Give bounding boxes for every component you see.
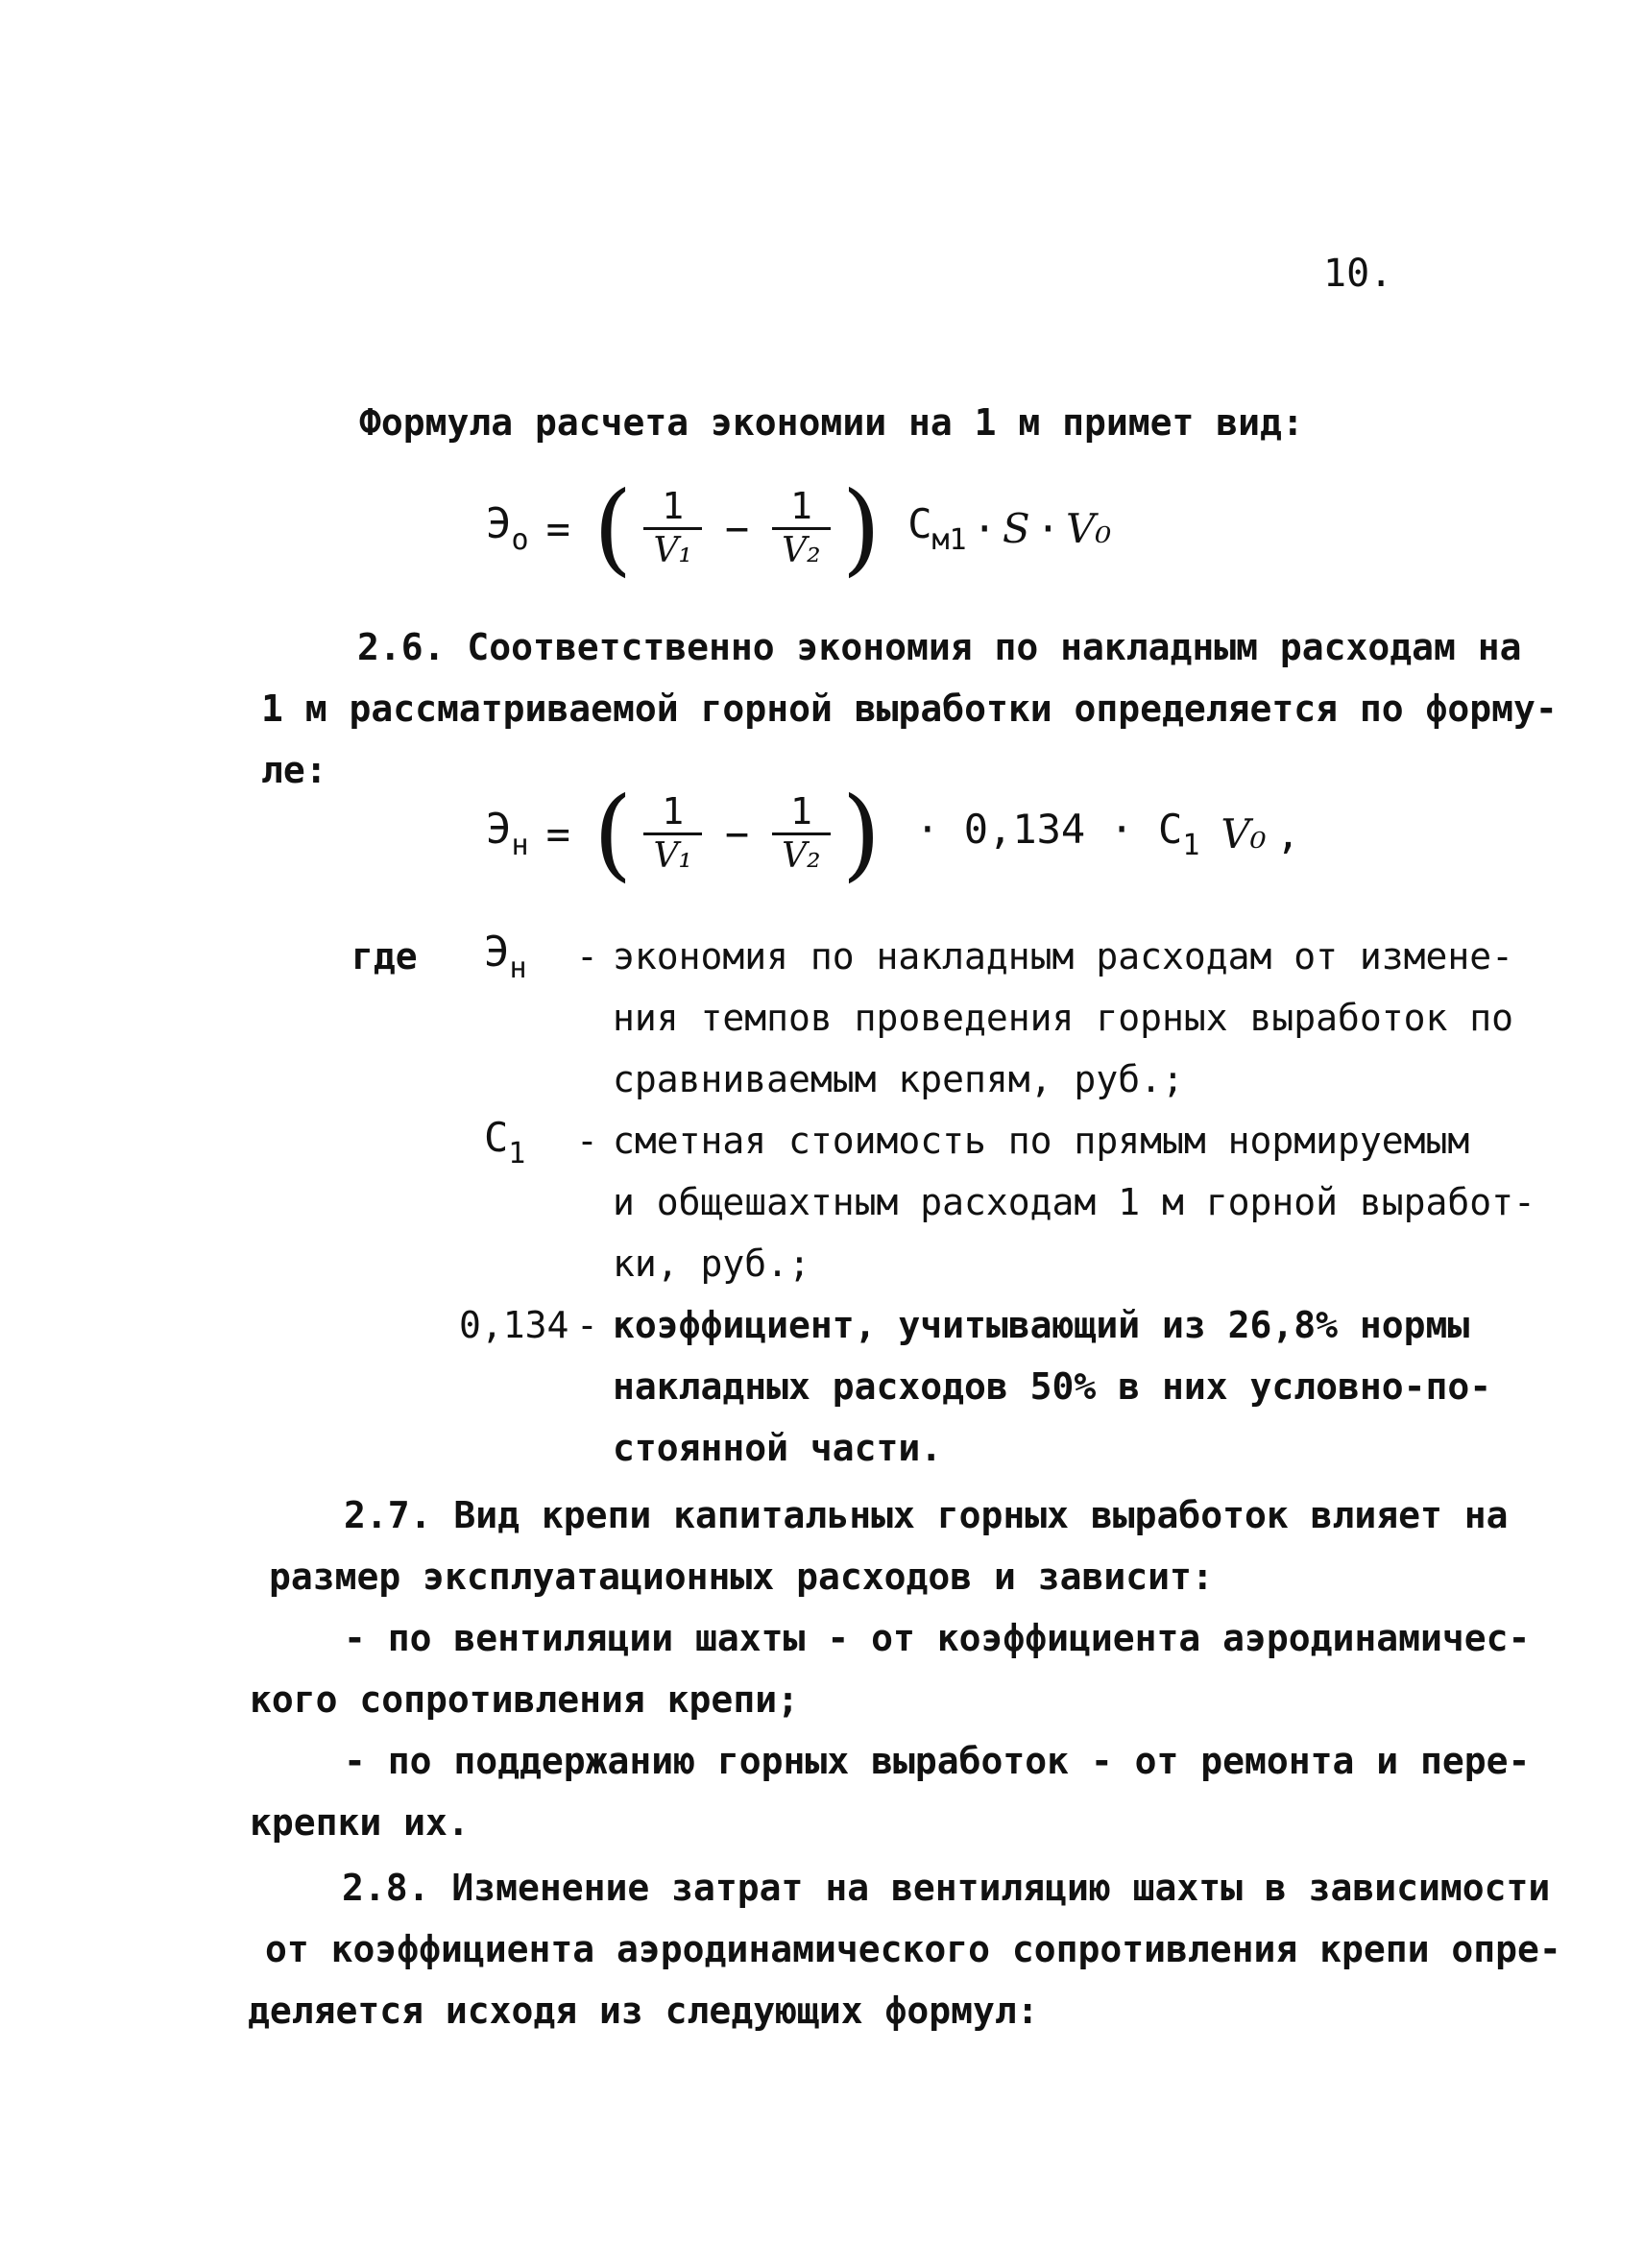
definition-2-line-3: ки, руб.; bbox=[613, 1243, 810, 1285]
definition-3-line-3: стоянной части. bbox=[613, 1427, 943, 1469]
definition-2-line-1: сметная стоимость по прямым нормируемым bbox=[613, 1120, 1470, 1162]
formula2-minus: − bbox=[724, 809, 750, 857]
formula2-fraction-2: $\frac{1}{\text{V₂}}$ bbox=[772, 792, 830, 875]
definition-1-line-1: экономия по накладным расходам от измене- bbox=[613, 935, 1513, 977]
section-2-7-line-1: 2.7. Вид крепи капитальных горных выработок влияет на bbox=[344, 1494, 1509, 1536]
definition-1-symbol: $Э_н$ bbox=[484, 928, 527, 985]
formula1-area: S bbox=[1002, 504, 1030, 552]
formula2-lhs: $Э_н$ bbox=[486, 805, 529, 862]
overhead-savings-formula bbox=[486, 776, 1300, 891]
formula2-open-paren: ( bbox=[592, 775, 633, 892]
formula2-volume: V₀ bbox=[1221, 809, 1267, 857]
formula2-equals: = bbox=[545, 809, 570, 857]
formula1-fraction-1: $\frac{1}{\text{V₁}}$ bbox=[643, 487, 701, 569]
definition-1-line-2: ния темпов проведения горных выработок по bbox=[613, 997, 1513, 1039]
definition-2-dash: - bbox=[576, 1120, 598, 1162]
formula1-volume: V₀ bbox=[1065, 504, 1112, 552]
section-2-8-line-2: от коэффициента аэродинамического сопротивления крепи опре- bbox=[265, 1928, 1561, 1970]
definition-3-dash: - bbox=[576, 1304, 598, 1346]
formula2-comma: , bbox=[1275, 809, 1300, 857]
section-2-6-line-1: 2.6. Соответственно экономия по накладным расходам на bbox=[357, 626, 1522, 668]
page-number: 10. bbox=[1323, 252, 1393, 296]
definition-3-line-2: накладных расходов 50% в них условно-по- bbox=[613, 1365, 1492, 1408]
formula1-minus: − bbox=[724, 504, 750, 552]
formula1-dot-1: · bbox=[972, 504, 997, 552]
section-2-7-line-6: крепки их. bbox=[250, 1801, 470, 1844]
section-2-6-line-2: 1 м рассматриваемой горной выработки определяется по форму- bbox=[261, 688, 1558, 730]
definition-2-line-2: и общешахтным расходам 1 м горной выработ- bbox=[613, 1181, 1535, 1223]
section-2-8-line-1: 2.8. Изменение затрат на вентиляцию шахты в зависимости bbox=[342, 1867, 1551, 1909]
formula1-lhs: $Э_о$ bbox=[486, 499, 529, 557]
definition-2-symbol: $С_1$ bbox=[484, 1114, 526, 1170]
savings-formula bbox=[486, 470, 1111, 586]
formula2-fraction-1: $\frac{1}{\text{V₁}}$ bbox=[643, 792, 701, 875]
section-2-7-line-2: размер эксплуатационных расходов и зависит: bbox=[269, 1556, 1214, 1598]
definition-3-symbol: 0,134 bbox=[459, 1304, 569, 1346]
section-2-7-line-3: - по вентиляции шахты - от коэффициента аэродинамичес- bbox=[344, 1617, 1531, 1659]
where-label: где bbox=[351, 935, 418, 977]
formula1-cost: $С_{м1}$ bbox=[907, 499, 967, 557]
section-2-6-line-3: ле: bbox=[261, 749, 327, 791]
section-2-7-line-4: кого сопротивления крепи; bbox=[250, 1678, 799, 1721]
definition-3-line-1: коэффициент, учитывающий из 26,8% нормы bbox=[613, 1304, 1470, 1346]
formula2-tail: · $0,134 \cdot С_1$ bbox=[915, 805, 1200, 862]
formula1-equals: = bbox=[545, 504, 570, 552]
formula1-open-paren: ( bbox=[592, 470, 633, 587]
definition-1-line-3: сравниваемым крепям, руб.; bbox=[613, 1058, 1184, 1100]
formula1-fraction-2: $\frac{1}{\text{V₂}}$ bbox=[772, 487, 830, 569]
formula2-close-paren: ) bbox=[841, 775, 882, 892]
section-2-7-line-5: - по поддержанию горных выработок - от ремонта и пере- bbox=[344, 1740, 1531, 1782]
intro-text: Формула расчета экономии на 1 м примет вид: bbox=[359, 401, 1304, 444]
definition-1-dash: - bbox=[576, 935, 598, 977]
formula1-dot-2: · bbox=[1035, 504, 1060, 552]
section-2-8-line-3: деляется исходя из следующих формул: bbox=[248, 1990, 1039, 2032]
formula1-close-paren: ) bbox=[841, 470, 882, 587]
